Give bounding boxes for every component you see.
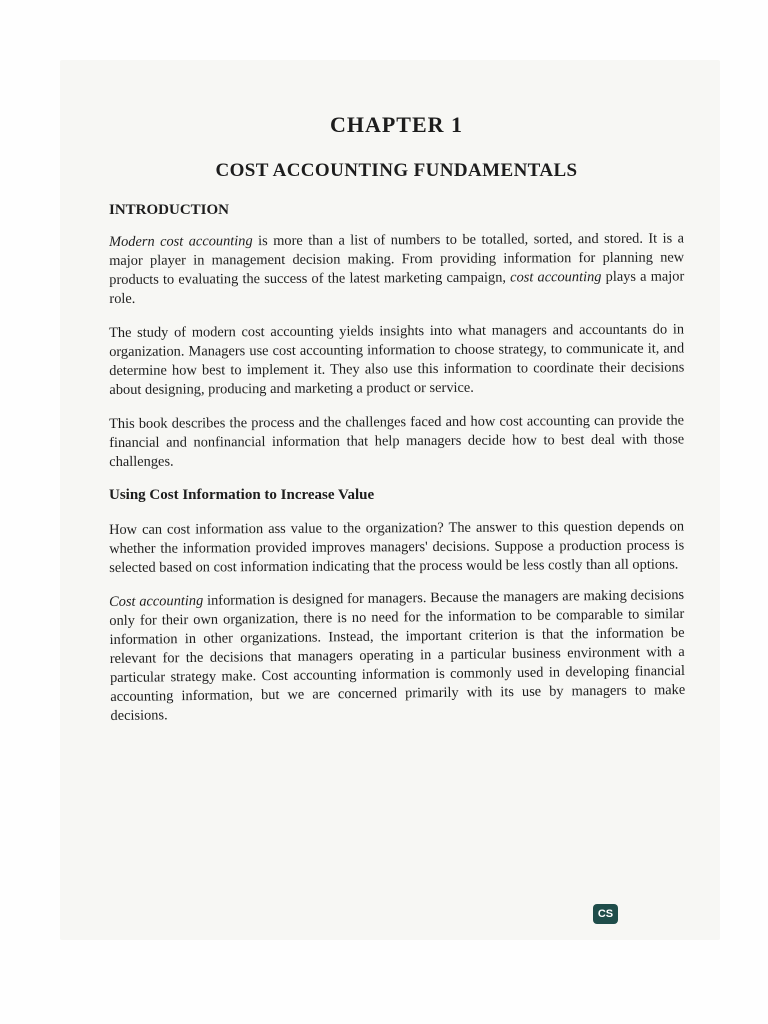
document-body	[109, 112, 684, 741]
value-paragraph-2	[109, 586, 686, 726]
intro-paragraph-1	[109, 229, 684, 309]
introduction-heading: INTRODUCTION	[109, 202, 230, 218]
intro-p1-italic-mid: cost accounting	[510, 268, 602, 286]
camscanner-logo: CS	[593, 904, 618, 924]
value-paragraph-1: How can cost information ass value to the organization? The answer to this question depends on whether the information provided improves managers' decisions. Suppose a production process is selected based on cost information indicating that the process would be less costly than all options.	[109, 518, 685, 576]
chapter-label: CHAPTER 1	[329, 112, 464, 137]
intro-p1-text-1: is more than a list of numbers to be totalled, sorted, and stored. It is a major player in management decision making. From providing information for planning new products to evaluating the success of the latest marketing campaign,	[109, 230, 685, 288]
intro-paragraph-2: The study of modern cost accounting yields insights into what managers and accountants do in organization. Managers use cost accounting information to choose strategy, to communicate it, and determine how best to implement it. They also use this information to coordinate their decisions about designing, producing and marketing a product or service.	[109, 321, 685, 398]
intro-p1-text-2: plays a major role.	[109, 268, 685, 307]
value-p2-italic-lead: Cost accounting	[109, 592, 204, 610]
intro-paragraph-3: This book describes the process and the challenges faced and how cost accounting can provide the financial and nonfinancial information that help managers decide how to best deal with those challenges.	[109, 412, 685, 470]
value-p2-text: information is designed for managers. Because the managers are making decisions only for their own organization, there is no need for the information to be comparable to similar information in other organizations. Instead, the important criterion is that the information be relevant for the decisions that managers operating in a particular business environment with a particular strategy make. Cost accounting information is commonly used in developing financial accounting information, but we are concerned primarily with its use by managers to make decisions.	[109, 586, 686, 724]
chapter-title: COST ACCOUNTING FUNDAMENTALS	[215, 160, 578, 181]
value-section-heading: Using Cost Information to Increase Value	[109, 487, 375, 503]
intro-p1-italic-lead: Modern cost accounting	[109, 233, 253, 250]
